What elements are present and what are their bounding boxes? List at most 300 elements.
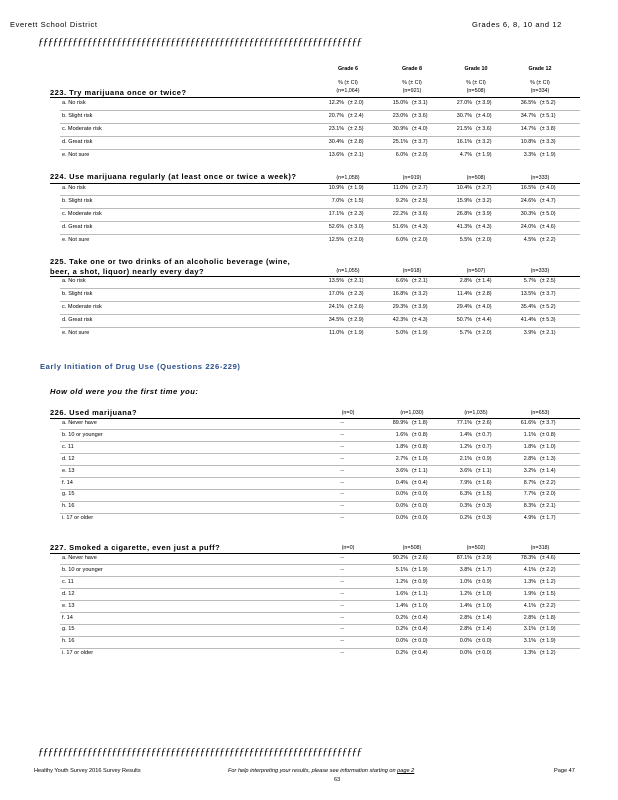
percent-value: 34.5% bbox=[328, 316, 344, 323]
confidence-interval: (± 2.1) bbox=[540, 329, 556, 336]
percent-value: 16.5% bbox=[520, 185, 536, 191]
row-separator bbox=[60, 234, 580, 235]
confidence-interval: (± 4.4) bbox=[476, 316, 492, 323]
table-cell bbox=[318, 626, 378, 634]
percent-value: 25.1% bbox=[392, 138, 408, 145]
table-cell bbox=[318, 444, 378, 452]
table-cell bbox=[318, 304, 378, 312]
ci-header: % (± CI) bbox=[466, 80, 486, 86]
footer-survey-name: Healthy Youth Survey 2016 Survey Results bbox=[34, 768, 141, 774]
table-cell bbox=[318, 113, 378, 121]
table-cell bbox=[382, 638, 442, 646]
confidence-interval: (± 5.0) bbox=[540, 210, 556, 217]
table-cell bbox=[510, 100, 570, 108]
confidence-interval: (± 2.5) bbox=[540, 278, 556, 284]
table-cell bbox=[318, 468, 378, 476]
percent-value: 24.6% bbox=[520, 197, 536, 204]
table-cell bbox=[446, 420, 506, 428]
percent-value: 35.4% bbox=[520, 303, 536, 310]
confidence-interval: (± 3.1) bbox=[412, 100, 428, 106]
percent-value: 29.4% bbox=[456, 303, 472, 310]
sample-size: (n=1,058) bbox=[336, 175, 360, 181]
percent-value: 2.7% bbox=[395, 455, 408, 462]
table-cell bbox=[318, 317, 378, 325]
table-cell bbox=[510, 126, 570, 134]
footer-help-text bbox=[228, 768, 414, 774]
percent-value: 30.3% bbox=[520, 210, 536, 217]
sample-size: (n=918) bbox=[402, 268, 422, 274]
confidence-interval: (± 3.2) bbox=[476, 138, 492, 145]
table-cell bbox=[446, 603, 506, 611]
confidence-interval: (± 3.3) bbox=[540, 138, 556, 145]
percent-value: 0.2% bbox=[395, 626, 408, 633]
table-cell bbox=[318, 291, 378, 299]
confidence-interval: (± 1.8) bbox=[540, 614, 556, 621]
table-cell bbox=[382, 211, 442, 219]
table-cell bbox=[382, 100, 442, 108]
table-cell bbox=[510, 330, 570, 338]
percent-value: 0.0% bbox=[459, 638, 472, 645]
sample-size: (n=334) bbox=[530, 88, 550, 94]
footer-page-link[interactable]: page 2 bbox=[397, 768, 415, 774]
table-cell bbox=[510, 304, 570, 312]
sample-size: (n=318) bbox=[530, 545, 550, 551]
percent-value: 0.4% bbox=[395, 479, 408, 486]
response-label: c. Moderate risk bbox=[62, 210, 102, 217]
row-separator bbox=[60, 441, 580, 442]
confidence-interval: (± 4.3) bbox=[412, 316, 428, 323]
table-cell bbox=[382, 444, 442, 452]
table-cell bbox=[382, 567, 442, 575]
percent-value: 3.2% bbox=[523, 467, 536, 474]
row-separator bbox=[60, 636, 580, 637]
percent-value: 1.6% bbox=[395, 590, 408, 597]
subheading: How old were you the first time you: bbox=[50, 387, 199, 396]
percent-value: 12.5% bbox=[328, 236, 344, 243]
response-label: e. Not sure bbox=[62, 151, 90, 158]
table-cell bbox=[318, 237, 378, 245]
percent-value: 6.0% bbox=[395, 151, 408, 158]
table-cell bbox=[318, 650, 378, 658]
percent-value: 11.0% bbox=[329, 329, 344, 336]
response-label: e. Not sure bbox=[62, 236, 90, 243]
confidence-interval: (± 1.5) bbox=[348, 197, 364, 204]
percent-value: 0.0% bbox=[395, 515, 408, 522]
table-cell bbox=[382, 152, 442, 160]
confidence-interval: (± 2.6) bbox=[348, 303, 364, 310]
percent-value: 7.7% bbox=[523, 491, 536, 498]
percent-value: 10.9% bbox=[328, 185, 344, 191]
table-cell bbox=[446, 468, 506, 476]
table-cell bbox=[382, 139, 442, 147]
percent-value: 52.6% bbox=[328, 223, 344, 230]
response-label: f. 14 bbox=[62, 614, 73, 621]
percent-value: 1.9% bbox=[523, 590, 536, 597]
percent-value: 23.0% bbox=[392, 112, 408, 119]
percent-value: 14.7% bbox=[520, 125, 536, 132]
percent-value: -- bbox=[340, 479, 344, 486]
grade-header: Grade 8 bbox=[401, 66, 423, 72]
percent-value: -- bbox=[340, 590, 344, 597]
percent-value: 1.2% bbox=[459, 443, 472, 450]
table-cell bbox=[318, 126, 378, 134]
table-cell bbox=[446, 579, 506, 587]
confidence-interval: (± 1.0) bbox=[412, 455, 428, 462]
percent-value: -- bbox=[340, 614, 344, 621]
confidence-interval: (± 1.2) bbox=[540, 650, 556, 657]
confidence-interval: (± 1.1) bbox=[412, 590, 428, 597]
table-cell bbox=[446, 638, 506, 646]
confidence-interval: (± 4.6) bbox=[540, 223, 556, 230]
percent-value: 89.9% bbox=[392, 420, 408, 426]
response-label: c. 11 bbox=[62, 578, 74, 585]
table-cell bbox=[382, 113, 442, 121]
table-cell bbox=[446, 113, 506, 121]
confidence-interval: (± 3.2) bbox=[476, 197, 492, 204]
percent-value: 4.1% bbox=[523, 566, 536, 573]
confidence-interval: (± 0.0) bbox=[412, 491, 428, 498]
row-separator bbox=[60, 136, 580, 137]
percent-value: 15.9% bbox=[456, 197, 472, 204]
table-cell bbox=[446, 567, 506, 575]
response-label: c. 11 bbox=[62, 443, 74, 450]
table-cell bbox=[446, 198, 506, 206]
table-cell bbox=[510, 139, 570, 147]
percent-value: 21.5% bbox=[456, 125, 472, 132]
table-cell bbox=[318, 278, 378, 286]
percent-value: -- bbox=[340, 626, 344, 633]
confidence-interval: (± 4.0) bbox=[540, 185, 556, 191]
table-cell bbox=[510, 317, 570, 325]
response-label: a. No risk bbox=[62, 185, 86, 191]
confidence-interval: (± 3.7) bbox=[540, 290, 556, 297]
confidence-interval: (± 2.0) bbox=[412, 236, 428, 243]
percent-value: -- bbox=[340, 503, 344, 510]
percent-value: 4.7% bbox=[459, 151, 472, 158]
percent-value: -- bbox=[340, 443, 344, 450]
percent-value: 13.5% bbox=[328, 278, 344, 284]
table-cell bbox=[318, 491, 378, 499]
table-cell bbox=[510, 185, 570, 193]
percent-value: 24.1% bbox=[328, 303, 344, 310]
table-cell bbox=[446, 444, 506, 452]
table-cell bbox=[510, 638, 570, 646]
footer-help-label: For help interpreting your results, please see information starting on bbox=[228, 768, 396, 774]
table-cell bbox=[510, 278, 570, 286]
sample-size: (n=0) bbox=[341, 410, 355, 416]
confidence-interval: (± 3.6) bbox=[476, 125, 492, 132]
response-label: g. 15 bbox=[62, 491, 75, 498]
confidence-interval: (± 0.3) bbox=[476, 503, 492, 510]
response-label: e. 13 bbox=[62, 467, 75, 474]
table-cell bbox=[382, 456, 442, 464]
percent-value: 3.3% bbox=[523, 151, 536, 158]
confidence-interval: (± 2.1) bbox=[412, 278, 428, 284]
confidence-interval: (± 1.3) bbox=[540, 455, 556, 462]
confidence-interval: (± 0.7) bbox=[476, 443, 492, 450]
response-label: b. 10 or younger bbox=[62, 566, 103, 573]
confidence-interval: (± 2.4) bbox=[348, 112, 364, 119]
confidence-interval: (± 1.0) bbox=[476, 602, 492, 609]
confidence-interval: (± 0.8) bbox=[412, 443, 428, 450]
table-cell bbox=[382, 480, 442, 488]
confidence-interval: (± 1.9) bbox=[412, 329, 428, 336]
table-cell bbox=[318, 211, 378, 219]
confidence-interval: (± 3.6) bbox=[412, 210, 428, 217]
row-separator bbox=[60, 314, 580, 315]
question-rule bbox=[50, 276, 580, 277]
percent-value: 4.5% bbox=[523, 236, 536, 243]
percent-value: 30.9% bbox=[392, 125, 408, 132]
table-cell bbox=[382, 224, 442, 232]
confidence-interval: (± 0.4) bbox=[412, 479, 428, 486]
percent-value: -- bbox=[340, 420, 344, 426]
percent-value: 16.1% bbox=[456, 138, 472, 145]
response-label: a. Never have bbox=[62, 555, 97, 561]
response-label: e. 13 bbox=[62, 602, 75, 609]
percent-value: 10.8% bbox=[520, 138, 536, 145]
table-cell bbox=[318, 139, 378, 147]
response-label: a. No risk bbox=[62, 278, 86, 284]
sample-size: (n=507) bbox=[466, 268, 486, 274]
table-cell bbox=[446, 237, 506, 245]
confidence-interval: (± 2.0) bbox=[348, 236, 364, 243]
confidence-interval: (± 1.4) bbox=[476, 278, 492, 284]
confidence-interval: (± 3.9) bbox=[476, 100, 492, 106]
table-cell bbox=[446, 224, 506, 232]
sample-size: (n=508) bbox=[466, 175, 486, 181]
table-cell bbox=[318, 420, 378, 428]
percent-value: 17.0% bbox=[328, 290, 344, 297]
percent-value: 1.0% bbox=[459, 578, 472, 585]
sample-size: (n=508) bbox=[466, 88, 486, 94]
table-cell bbox=[446, 615, 506, 623]
table-cell bbox=[318, 100, 378, 108]
confidence-interval: (± 2.1) bbox=[540, 503, 556, 510]
table-cell bbox=[382, 432, 442, 440]
percent-value: 9.2% bbox=[395, 197, 408, 204]
response-label: i. 17 or older bbox=[62, 515, 94, 522]
grade-header: Grade 10 bbox=[464, 66, 488, 72]
grade-header: Grade 6 bbox=[337, 66, 359, 72]
sample-size: (n=1,035) bbox=[464, 410, 488, 416]
table-cell bbox=[318, 198, 378, 206]
table-cell bbox=[510, 113, 570, 121]
table-cell bbox=[382, 579, 442, 587]
percent-value: 3.1% bbox=[523, 626, 536, 633]
table-cell bbox=[318, 567, 378, 575]
confidence-interval: (± 2.0) bbox=[348, 100, 364, 106]
table-cell bbox=[446, 480, 506, 488]
confidence-interval: (± 2.9) bbox=[476, 555, 492, 561]
percent-value: -- bbox=[340, 578, 344, 585]
table-cell bbox=[446, 650, 506, 658]
table-cell bbox=[510, 603, 570, 611]
table-cell bbox=[446, 432, 506, 440]
confidence-interval: (± 1.0) bbox=[412, 602, 428, 609]
percent-value: -- bbox=[340, 455, 344, 462]
row-separator bbox=[60, 513, 580, 514]
table-cell bbox=[318, 330, 378, 338]
percent-value: -- bbox=[340, 555, 344, 561]
table-cell bbox=[318, 615, 378, 623]
confidence-interval: (± 0.3) bbox=[476, 515, 492, 522]
confidence-interval: (± 0.0) bbox=[412, 638, 428, 645]
percent-value: 2.8% bbox=[459, 626, 472, 633]
table-cell bbox=[510, 211, 570, 219]
percent-value: 5.1% bbox=[395, 566, 408, 573]
percent-value: 0.0% bbox=[459, 650, 472, 657]
percent-value: 1.4% bbox=[459, 431, 472, 438]
table-cell bbox=[510, 503, 570, 511]
percent-value: 2.8% bbox=[523, 455, 536, 462]
table-cell bbox=[382, 615, 442, 623]
confidence-interval: (± 4.6) bbox=[540, 555, 556, 561]
confidence-interval: (± 4.0) bbox=[412, 125, 428, 132]
footer-sheet-number: 63 bbox=[334, 777, 341, 783]
table-cell bbox=[382, 291, 442, 299]
percent-value: 6.0% bbox=[395, 236, 408, 243]
percent-value: -- bbox=[340, 638, 344, 645]
percent-value: 1.8% bbox=[523, 443, 536, 450]
response-label: c. Moderate risk bbox=[62, 125, 102, 132]
confidence-interval: (± 0.0) bbox=[412, 515, 428, 522]
confidence-interval: (± 0.0) bbox=[476, 638, 492, 645]
confidence-interval: (± 1.5) bbox=[476, 491, 492, 498]
percent-value: 61.6% bbox=[520, 420, 536, 426]
confidence-interval: (± 3.7) bbox=[540, 420, 556, 426]
table-cell bbox=[446, 491, 506, 499]
percent-value: 10.4% bbox=[456, 185, 472, 191]
percent-value: 0.2% bbox=[459, 515, 472, 522]
confidence-interval: (± 3.0) bbox=[348, 223, 364, 230]
percent-value: 2.8% bbox=[459, 278, 472, 284]
sample-size: (n=921) bbox=[402, 88, 422, 94]
confidence-interval: (± 2.6) bbox=[412, 555, 428, 561]
percent-value: 0.0% bbox=[395, 638, 408, 645]
percent-value: 0.0% bbox=[395, 503, 408, 510]
row-separator bbox=[60, 195, 580, 196]
row-separator bbox=[60, 477, 580, 478]
response-label: e. Not sure bbox=[62, 329, 90, 336]
confidence-interval: (± 1.4) bbox=[540, 467, 556, 474]
confidence-interval: (± 0.8) bbox=[540, 431, 556, 438]
table-cell bbox=[318, 591, 378, 599]
confidence-interval: (± 2.2) bbox=[540, 602, 556, 609]
response-label: i. 17 or older bbox=[62, 650, 94, 657]
confidence-interval: (± 1.6) bbox=[476, 479, 492, 486]
table-cell bbox=[382, 626, 442, 634]
ci-header: % (± CI) bbox=[338, 80, 358, 86]
response-label: d. Great risk bbox=[62, 316, 93, 323]
table-cell bbox=[510, 615, 570, 623]
table-cell bbox=[382, 330, 442, 338]
percent-value: 3.6% bbox=[459, 467, 472, 474]
confidence-interval: (± 2.0) bbox=[476, 329, 492, 336]
confidence-interval: (± 0.9) bbox=[412, 578, 428, 585]
confidence-interval: (± 3.8) bbox=[540, 125, 556, 132]
response-label: d. 12 bbox=[62, 590, 75, 597]
percent-value: 30.4% bbox=[328, 138, 344, 145]
table-cell bbox=[510, 432, 570, 440]
table-cell bbox=[318, 579, 378, 587]
percent-value: 8.7% bbox=[523, 479, 536, 486]
response-label: d. Great risk bbox=[62, 223, 93, 230]
percent-value: 0.0% bbox=[395, 491, 408, 498]
row-separator bbox=[60, 588, 580, 589]
confidence-interval: (± 4.0) bbox=[476, 303, 492, 310]
table-cell bbox=[510, 480, 570, 488]
confidence-interval: (± 1.7) bbox=[476, 566, 492, 573]
confidence-interval: (± 0.0) bbox=[476, 650, 492, 657]
confidence-interval: (± 2.8) bbox=[476, 290, 492, 297]
confidence-interval: (± 1.7) bbox=[540, 515, 556, 522]
percent-value: 1.2% bbox=[459, 590, 472, 597]
table-cell bbox=[510, 444, 570, 452]
table-cell bbox=[510, 468, 570, 476]
table-cell bbox=[382, 317, 442, 325]
confidence-interval: (± 0.4) bbox=[412, 614, 428, 621]
confidence-interval: (± 1.9) bbox=[348, 185, 364, 191]
percent-value: 1.1% bbox=[523, 431, 536, 438]
response-label: b. Slight risk bbox=[62, 197, 93, 204]
percent-value: 17.1% bbox=[328, 210, 344, 217]
percent-value: 42.3% bbox=[392, 316, 408, 323]
percent-value: 1.4% bbox=[459, 602, 472, 609]
percent-value: 2.8% bbox=[459, 614, 472, 621]
table-cell bbox=[382, 185, 442, 193]
confidence-interval: (± 2.8) bbox=[348, 138, 364, 145]
confidence-interval: (± 1.9) bbox=[540, 638, 556, 645]
row-separator bbox=[60, 600, 580, 601]
confidence-interval: (± 1.9) bbox=[540, 626, 556, 633]
sample-size: (n=653) bbox=[530, 410, 550, 416]
footer-page-number: Page 47 bbox=[554, 768, 575, 774]
table-cell bbox=[382, 491, 442, 499]
percent-value: 3.6% bbox=[395, 467, 408, 474]
question-title: 225. Take one or two drinks of an alcoholic beverage (wine, bbox=[50, 257, 291, 266]
confidence-interval: (± 2.2) bbox=[540, 236, 556, 243]
percent-value: 0.2% bbox=[395, 614, 408, 621]
percent-value: 11.0% bbox=[393, 185, 408, 191]
response-label: a. No risk bbox=[62, 100, 86, 106]
percent-value: 1.8% bbox=[395, 443, 408, 450]
sample-size: (n=1,030) bbox=[400, 410, 424, 416]
confidence-interval: (± 5.3) bbox=[540, 316, 556, 323]
question-title-continued: beer, a shot, liquor) nearly every day? bbox=[50, 267, 205, 276]
table-cell bbox=[318, 224, 378, 232]
table-cell bbox=[382, 304, 442, 312]
response-label: g. 15 bbox=[62, 626, 75, 633]
table-cell bbox=[446, 515, 506, 523]
table-cell bbox=[446, 126, 506, 134]
question-title: 224. Use marijuana regularly (at least once or twice a week)? bbox=[50, 172, 297, 181]
table-cell bbox=[318, 515, 378, 523]
table-cell bbox=[510, 591, 570, 599]
table-cell bbox=[382, 591, 442, 599]
confidence-interval: (± 2.2) bbox=[540, 566, 556, 573]
sample-size: (n=333) bbox=[530, 175, 550, 181]
confidence-interval: (± 2.0) bbox=[412, 151, 428, 158]
table-cell bbox=[382, 555, 442, 563]
table-cell bbox=[510, 555, 570, 563]
confidence-interval: (± 1.4) bbox=[476, 614, 492, 621]
percent-value: 77.1% bbox=[456, 420, 472, 426]
confidence-interval: (± 0.4) bbox=[412, 650, 428, 657]
percent-value: 4.9% bbox=[523, 515, 536, 522]
confidence-interval: (± 2.3) bbox=[348, 210, 364, 217]
row-separator bbox=[60, 564, 580, 565]
